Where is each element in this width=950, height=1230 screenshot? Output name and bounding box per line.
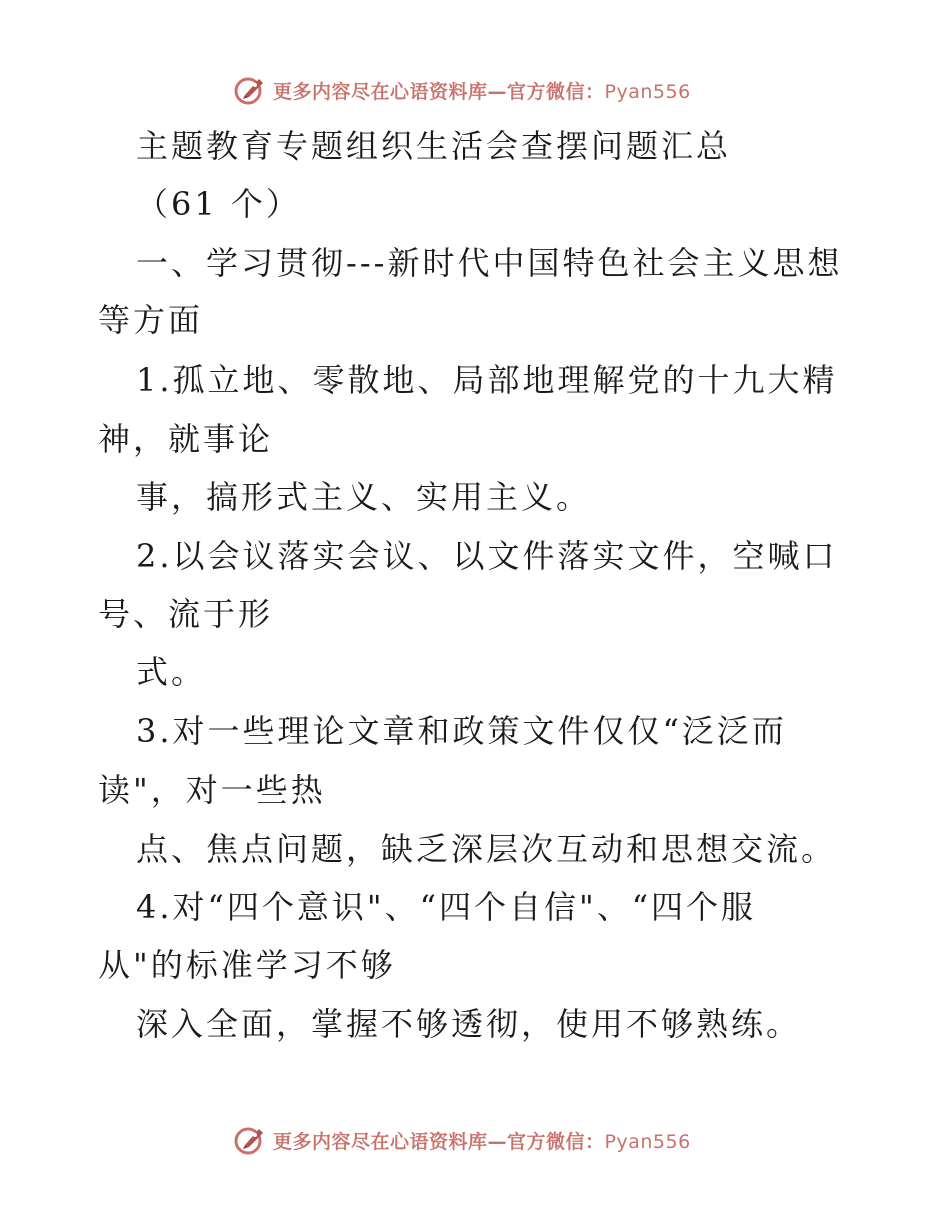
item-1-line-1: 1.孤立地、零散地、局部地理解党的十九大精 [136,361,838,399]
header-watermark [233,71,691,109]
item-4-line-2: 从"的标准学习不够 [98,946,396,984]
document-title: 主题教育专题组织生活会查摆问题汇总 [136,127,732,165]
item-4-line-1: 4.对“四个意识"、“四个自信"、“四个服 [136,888,757,926]
item-3-line-3: 点、焦点问题，缺乏深层次互动和思想交流。 [136,830,837,868]
section-1-heading: 一、学习贯彻---新时代中国特色社会主义思想 [136,244,843,282]
item-3-line-2: 读"，对一些热 [98,771,326,809]
item-1-line-2: 神，就事论 [98,420,274,458]
pen-nib-logo-icon [233,1123,267,1157]
document-count: （61 个） [136,185,301,223]
item-4-line-3: 深入全面，掌握不够透彻，使用不够熟练。 [136,1005,802,1043]
item-2-line-3: 式。 [136,653,207,691]
pen-nib-logo-icon [233,73,267,107]
item-2-line-1: 2.以会议落实会议、以文件落实文件，空喊口 [136,537,838,575]
item-2-line-2: 号、流于形 [98,595,274,633]
section-1-heading-cont: 等方面 [98,301,204,339]
item-1-line-3: 事，搞形式主义、实用主义。 [136,478,592,516]
item-3-line-1: 3.对一些理论文章和政策文件仅仅“泛泛而 [136,712,787,750]
footer-watermark [233,1121,691,1159]
watermark-text: 更多内容尽在心语资料库—官方微信：Pyan556 [273,80,691,103]
watermark-text: 更多内容尽在心语资料库—官方微信：Pyan556 [273,1130,691,1153]
